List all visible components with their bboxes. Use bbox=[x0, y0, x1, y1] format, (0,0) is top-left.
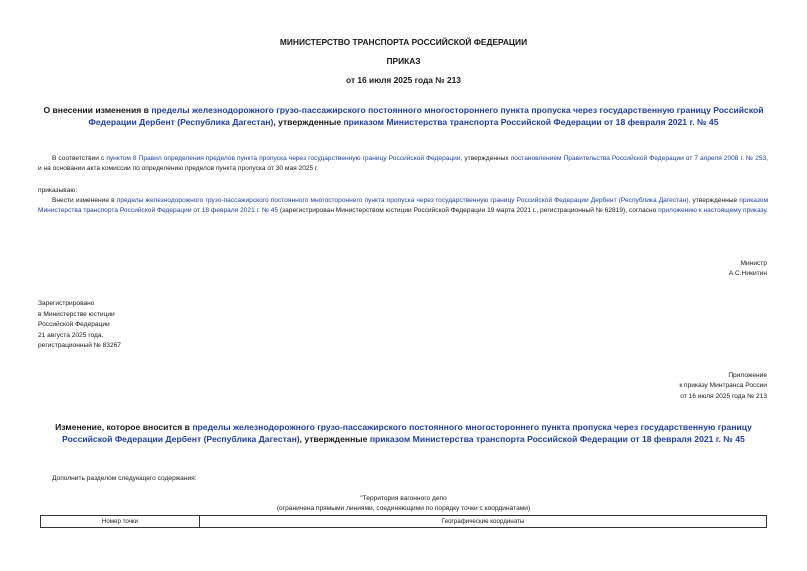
border-point-link-body[interactable]: пределы железнодорожного грузо-пассажирского постоянного многостороннего пункта пропуска через государственную границу Российской Федерации Дербент (Республика Дагестан) bbox=[116, 197, 689, 204]
order-45-link-2[interactable]: приказом Министерства транспорта Российской Федерации от 18 февраля 2021 г. № 45 bbox=[369, 433, 745, 444]
government-decree-link[interactable]: постановлением Правительства Российской Федерации от 7 апреля 2008 г. № 253 bbox=[510, 155, 767, 162]
registration-line: Российской Федерации bbox=[38, 321, 110, 328]
registration-line: в Министерстве юстиции bbox=[38, 311, 115, 318]
body-paragraph: Внести изменение в пределы железнодорожного грузо-пассажирского постоянного многостороннего пункта пропуска через государственную границу Российской Федерации Дербент (Республика Дагестан), утвержденные приказом Министерства транспорта Российской Федерации от 18 февраля 2021 г. № 45 (зарегистрирован Министерством юстиции Российской Федерации 19 марта 2021 г., регистрационный № 62819), согласно приложению к настоящему приказу. bbox=[38, 197, 768, 214]
order-45-link[interactable]: приказом Министерства транспорта Российской Федерации от 18 февраля 2021 г. № 45 bbox=[343, 116, 719, 127]
border-point-link-2[interactable]: пределы железнодорожного грузо-пассажирского постоянного многостороннего пункта пропуска через государственную границу Российской Федерации Дербент (Республика Дагестан) bbox=[62, 422, 752, 444]
registration-line: Зарегистрировано bbox=[38, 300, 95, 307]
supplement-text: Дополнить разделом следующего содержания: bbox=[52, 475, 197, 482]
appendix-link[interactable]: приложению к настоящему приказу bbox=[658, 206, 767, 214]
preamble-paragraph: В соответствии с пунктом 8 Правил определения пределов пункта пропуска через государственную границу Российской Федерации, утвержденных постановлением Правительства Российской Федерации от 7 апреля 2008 г. № 253, и на основании акта комиссии по определению пределов пункта пропуска от 30 мая 2025 г. bbox=[38, 155, 768, 172]
ministry-heading: МИНИСТЕРСТВО ТРАНСПОРТА РОССИЙСКОЙ ФЕДЕРАЦИИ bbox=[279, 37, 528, 47]
signature-name: А.С.Никитин bbox=[728, 270, 767, 277]
registration-line: 21 августа 2025 года, bbox=[38, 332, 104, 339]
column-header-coordinates: Географические координаты bbox=[200, 516, 767, 528]
appendix-order-ref: к приказу Минтранса России bbox=[679, 382, 767, 389]
appendix-date: от 16 июля 2025 года № 213 bbox=[680, 393, 767, 400]
rules-point-8-link[interactable]: пунктом 8 Правил определения пределов пункта пропуска через государственную границу Российской Федерации bbox=[106, 155, 461, 162]
doc-type-heading: ПРИКАЗ bbox=[386, 56, 421, 66]
signature-position: Министр bbox=[740, 260, 767, 267]
table-header-row bbox=[41, 516, 767, 528]
appendix-label: Приложение bbox=[728, 372, 767, 379]
section-subtitle: (ограничена прямыми линиями, соединяющими по порядку точки с координатами) bbox=[276, 505, 531, 512]
order-title: О внесении изменения в пределы железнодорожного грузо-пассажирского постоянного многостороннего пункта пропуска через государственную границу Российской Федерации Дербент (Республика Дагестан), утвержденные приказом Министерства транспорта Российской Федерации от 18 февраля 2021 г. № 45 bbox=[43, 105, 764, 127]
registration-line: регистрационный № 83267 bbox=[38, 342, 121, 349]
column-header-point-number: Номер точки bbox=[41, 516, 200, 528]
order-date-number: от 16 июля 2025 года № 213 bbox=[346, 75, 461, 85]
order-word: приказываю: bbox=[38, 187, 78, 194]
border-point-link[interactable]: пределы железнодорожного грузо-пассажирского постоянного многостороннего пункта пропуска через государственную границу Российской Федерации Дербент (Республика Дагестан) bbox=[88, 105, 764, 127]
order-45-link-body[interactable]: приказом Министерства транспорта Российской Федерации от 18 февраля 2021 г. № 45 bbox=[38, 197, 768, 214]
change-title: Изменение, которое вносится в пределы железнодорожного грузо-пассажирского постоянного многостороннего пункта пропуска через государственную границу Российской Федерации Дербент (Республика Дагестан), утвержденные приказом Министерства транспорта Российской Федерации от 18 февраля 2021 г. № 45 bbox=[55, 422, 752, 444]
section-title: "Территория вагонного депо bbox=[360, 495, 447, 502]
coordinates-table bbox=[40, 515, 767, 528]
